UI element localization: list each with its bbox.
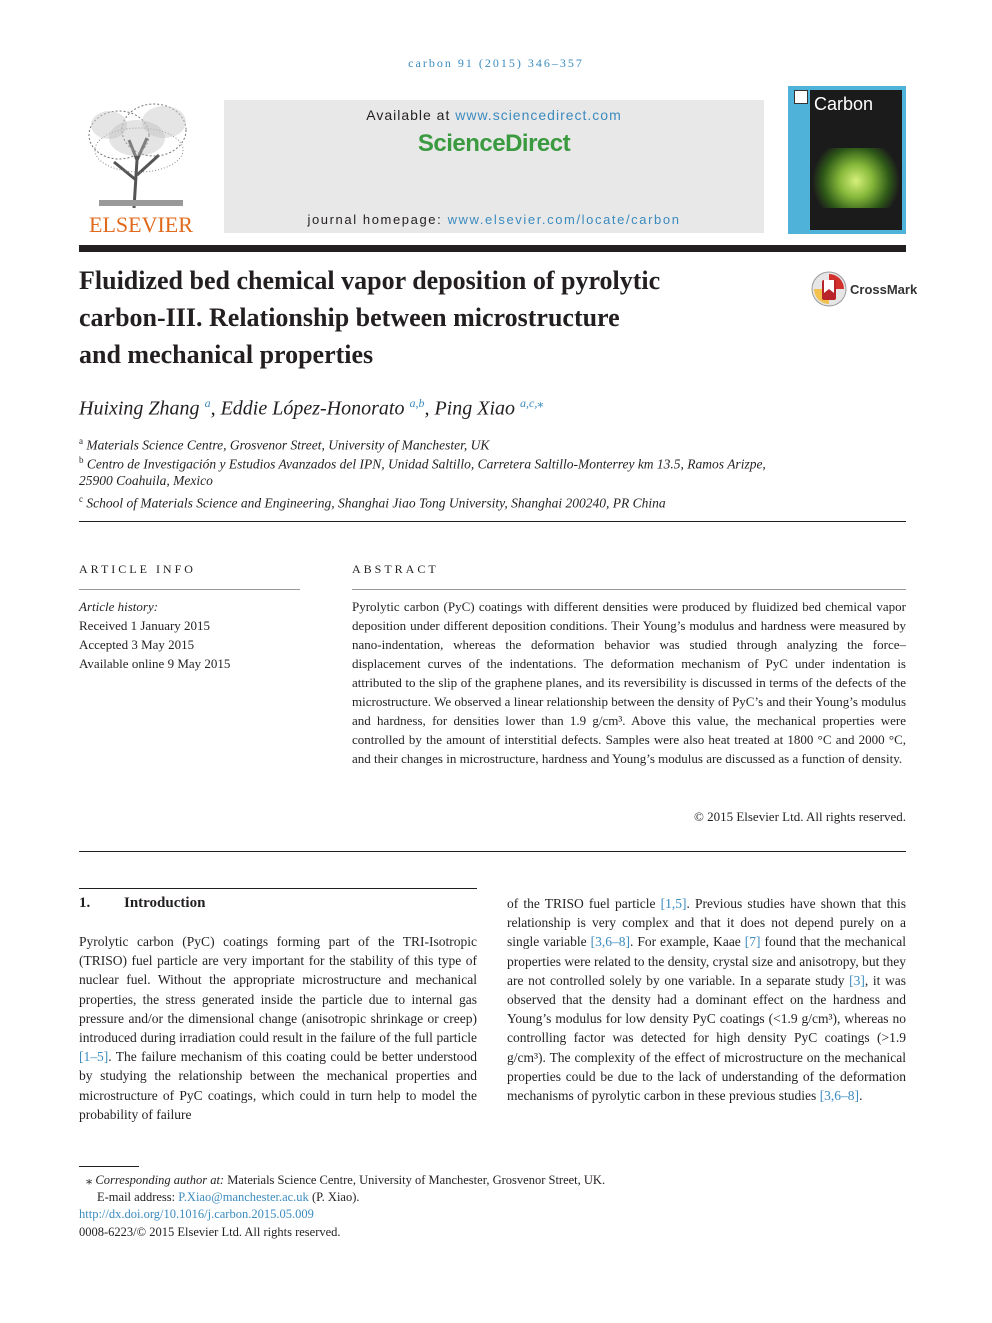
intro-text: . The failure mechanism of this coating could be better understood by studying the relationship between the mechanical properties and microstructure of PyC coatings, which could in turn help to model the probability of failure xyxy=(79,1049,477,1122)
publisher-wordmark: ELSEVIER xyxy=(89,212,193,237)
intro-left-column xyxy=(79,932,477,1124)
crossmark-icon xyxy=(811,271,847,307)
issn-line: 0008-6223/© 2015 Elsevier Ltd. All rights reserved. xyxy=(79,1225,341,1239)
citation-link[interactable]: [1–5] xyxy=(79,1049,109,1065)
homepage-prefix: journal homepage: xyxy=(307,212,448,227)
title-line-3: and mechanical properties xyxy=(79,340,374,369)
intro-text: . Previous studies have shown that this relationship is very complex and that it does not depend purely on a single variable xyxy=(507,896,906,950)
section-number: 1. xyxy=(79,895,91,911)
footnote-rule xyxy=(79,1166,139,1167)
author-name: Huixing Zhang xyxy=(79,397,200,420)
affiliation-text: 25900 Coahuila, Mexico xyxy=(79,473,213,488)
affiliation-sup: c xyxy=(79,494,83,504)
intro-text: Pyrolytic carbon (PyC) coatings forming part of the TRI-Isotropic (TRISO) fuel particle are very important for the stability of this type of nuclear fuel. Without the appropriate microstructure and mechanical properties, the stress generated inside the particle due to internal gas pressure and/or the dimensional change (anisotropic shrinkage or creep) introduced during irradiation could result in the failure of the full particle xyxy=(79,934,477,1046)
author-list: Huixing Zhang $^a$, Eddie López-Honorato $^{a,b}$, Ping Xiao $^{a,c,⁎}$ xyxy=(79,396,544,420)
received-date: Received 1 January 2015 xyxy=(79,618,211,633)
cover-title: Carbon xyxy=(814,94,874,114)
affiliation-text: Materials Science Centre, Grosvenor Street, University of Manchester, UK xyxy=(86,437,490,453)
sciencedirect-url-link[interactable]: www.sciencedirect.com xyxy=(455,107,622,123)
intro-text: of the TRISO fuel particle xyxy=(507,896,661,911)
email-suffix: (P. Xiao). xyxy=(308,1190,360,1204)
corresponding-text: Materials Science Centre, University of Manchester, Grosvenor Street, UK. xyxy=(224,1173,606,1187)
affiliation-c xyxy=(79,490,869,513)
title-line-2: carbon-III. Relationship between microstructure xyxy=(79,303,620,332)
journal-citation: carbon 91 (2015) 346–357 xyxy=(408,56,584,70)
affiliation-text: School of Materials Science and Engineering, Shanghai Jiao Tong University, Shanghai 200240, PR China xyxy=(86,495,666,511)
author-affiliation-sup[interactable]: a,b xyxy=(409,396,425,410)
abstract-heading: ABSTRACT xyxy=(352,562,439,576)
affiliation-divider xyxy=(79,521,906,522)
intro-text: , it was observed that the density had a dominant effect on the hardness and Young’s modulus for low density PyC coatings (<1.9 g/cm³), whereas no controlling factor was detected for high density PyC coatings (>1.9 g/cm³). The complexity of the effect of microstructure on the mechanical properties could be due to the lack of understanding of the deformation mechanisms of pyrolytic carbon in these previous studies xyxy=(507,972,906,1104)
author-name: Ping Xiao xyxy=(434,397,515,420)
citation-link[interactable]: [7] xyxy=(744,934,761,950)
cover-image xyxy=(812,148,900,208)
elsevier-tree-logo xyxy=(79,100,203,210)
intro-heading-rule xyxy=(79,888,477,889)
journal-homepage-link[interactable]: www.elsevier.com/locate/carbon xyxy=(447,212,681,227)
citation-link[interactable]: [3] xyxy=(849,972,865,988)
intro-text: . For example, Kaae xyxy=(630,934,745,950)
affiliation-sup: a xyxy=(79,436,83,446)
citation-link[interactable]: [3,6–8] xyxy=(590,934,630,950)
doi-link[interactable]: http://dx.doi.org/10.1016/j.carbon.2015.05.009 xyxy=(79,1207,314,1221)
intro-right-column xyxy=(507,894,906,1105)
corresponding-label: ⁎ Corresponding author at: xyxy=(86,1173,225,1187)
article-title xyxy=(79,262,799,373)
intro-text: . xyxy=(859,1088,863,1104)
email-note xyxy=(97,1189,360,1207)
abstract-copyright: © 2015 Elsevier Ltd. All rights reserved. xyxy=(693,809,906,824)
author-affiliation-sup[interactable]: a xyxy=(204,396,211,410)
article-info-rule xyxy=(79,589,300,590)
abstract-rule xyxy=(352,589,906,590)
abstract-divider xyxy=(79,851,906,852)
online-date: Available online 9 May 2015 xyxy=(79,656,231,671)
corresponding-author-note xyxy=(86,1172,605,1190)
sciencedirect-logo: ScienceDirect xyxy=(417,130,571,157)
crossmark-badge[interactable] xyxy=(811,271,847,307)
email-label: E-mail address: xyxy=(97,1190,179,1204)
affiliation-sup: b xyxy=(79,455,84,465)
available-at-line xyxy=(224,107,764,123)
affiliation-b-cont xyxy=(79,471,869,490)
author-name: Eddie López-Honorato xyxy=(220,397,405,420)
author-affiliation-sup[interactable]: a,c,⁎ xyxy=(520,396,544,410)
email-link[interactable]: P.Xiao@manchester.ac.uk xyxy=(178,1190,309,1204)
intro-heading xyxy=(79,895,205,912)
header-rule xyxy=(79,245,906,252)
journal-homepage-line xyxy=(224,212,764,227)
available-prefix: Available at xyxy=(366,107,456,123)
section-title: Introduction xyxy=(124,895,206,911)
intro-text: found that the mechanical properties were related to the density, crystal size and anisotropy, but they are not controlled solely by one variable. In a separate study xyxy=(507,934,906,988)
abstract-text: Pyrolytic carbon (PyC) coatings with different densities were produced by fluidized bed chemical vapor deposition under different deposition conditions. Their Young’s modulus and hardness were measured by nano-indentation, whereas the deformation behavior was studied through analyzing the force–displacement curves of the indentations. The deformation mechanism of PyC under indentation is attributed to the slip of the graphene planes, and its reversibility is discussed in terms of the defects of the microstructure. We observed a linear relationship between the density of PyC’s and their Young’s modulus and hardness, for densities lower than 1.9 g/cm³. Above this value, the mechanical properties were controlled by the amount of interstitial defects. Samples were also heat treated at 1800 °C and 2000 °C, and their changes in microstructure, hardness and Young’s modulus are discussed as a function of density. xyxy=(352,599,906,766)
affiliation-text: Centro de Investigación y Estudios Avanzados del IPN, Unidad Saltillo, Carretera Saltillo-Monterrey km 13.5, Ramos Arizpe, xyxy=(86,456,766,472)
citation-link[interactable]: [1,5] xyxy=(660,896,687,911)
history-label: Article history: xyxy=(79,599,159,614)
crossmark-label: CrossMark xyxy=(850,282,918,297)
journal-cover xyxy=(788,86,906,234)
tree-icon xyxy=(79,100,203,210)
title-line-1: Fluidized bed chemical vapor deposition of pyrolytic xyxy=(79,266,661,295)
article-history xyxy=(79,597,300,673)
citation-link[interactable]: [3,6–8] xyxy=(819,1088,860,1104)
cover-small-icon xyxy=(794,90,808,104)
article-info-heading: ARTICLE INFO xyxy=(79,562,196,576)
accepted-date: Accepted 3 May 2015 xyxy=(79,637,195,652)
